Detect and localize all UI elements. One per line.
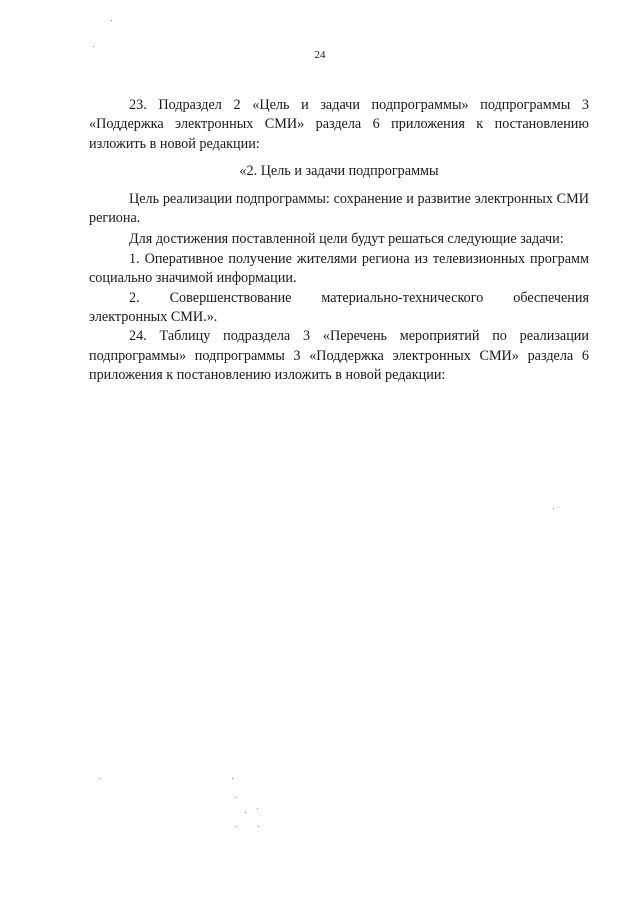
scan-speck [100, 778, 101, 779]
scan-speck [553, 508, 554, 509]
paragraph-23: 23. Подраздел 2 «Цель и задачи подпрограммы» подпрограммы 3 «Поддержка электронных СМИ» раздела 6 приложения к постановлению изложить в новой редакции: [89, 97, 589, 152]
paragraph-24: 24. Таблицу подраздела 3 «Перечень мероприятий по реализации подпрограммы» подпрограммы 3 «Поддержка электронных СМИ» раздела 6 приложения к постановлению изложить в новой редакции: [89, 328, 589, 384]
scan-speck [236, 797, 237, 798]
scan-speck [232, 778, 233, 779]
page-number: 24 [314, 49, 326, 61]
document-body [89, 96, 589, 386]
scan-speck [111, 20, 112, 21]
goal-paragraph: Цель реализации подпрограммы: сохранение и развитие электронных СМИ региона. [89, 190, 589, 227]
tasks-intro-paragraph: Для достижения поставленной цели будут решаться следующие задачи: [129, 231, 564, 248]
section-heading: «2. Цель и задачи подпрограммы [239, 163, 439, 180]
scan-speck [245, 812, 246, 813]
task-2-paragraph: 2. Совершенствование материально-технического обеспечения электронных СМИ.». [89, 289, 589, 326]
scan-speck [235, 826, 236, 827]
scan-speck [93, 46, 94, 47]
scan-speck [258, 826, 259, 827]
task-1-paragraph: 1. Оперативное получение жителями региона из телевизионных программ социально значимой информации. [89, 250, 589, 287]
scan-speck [257, 808, 258, 809]
